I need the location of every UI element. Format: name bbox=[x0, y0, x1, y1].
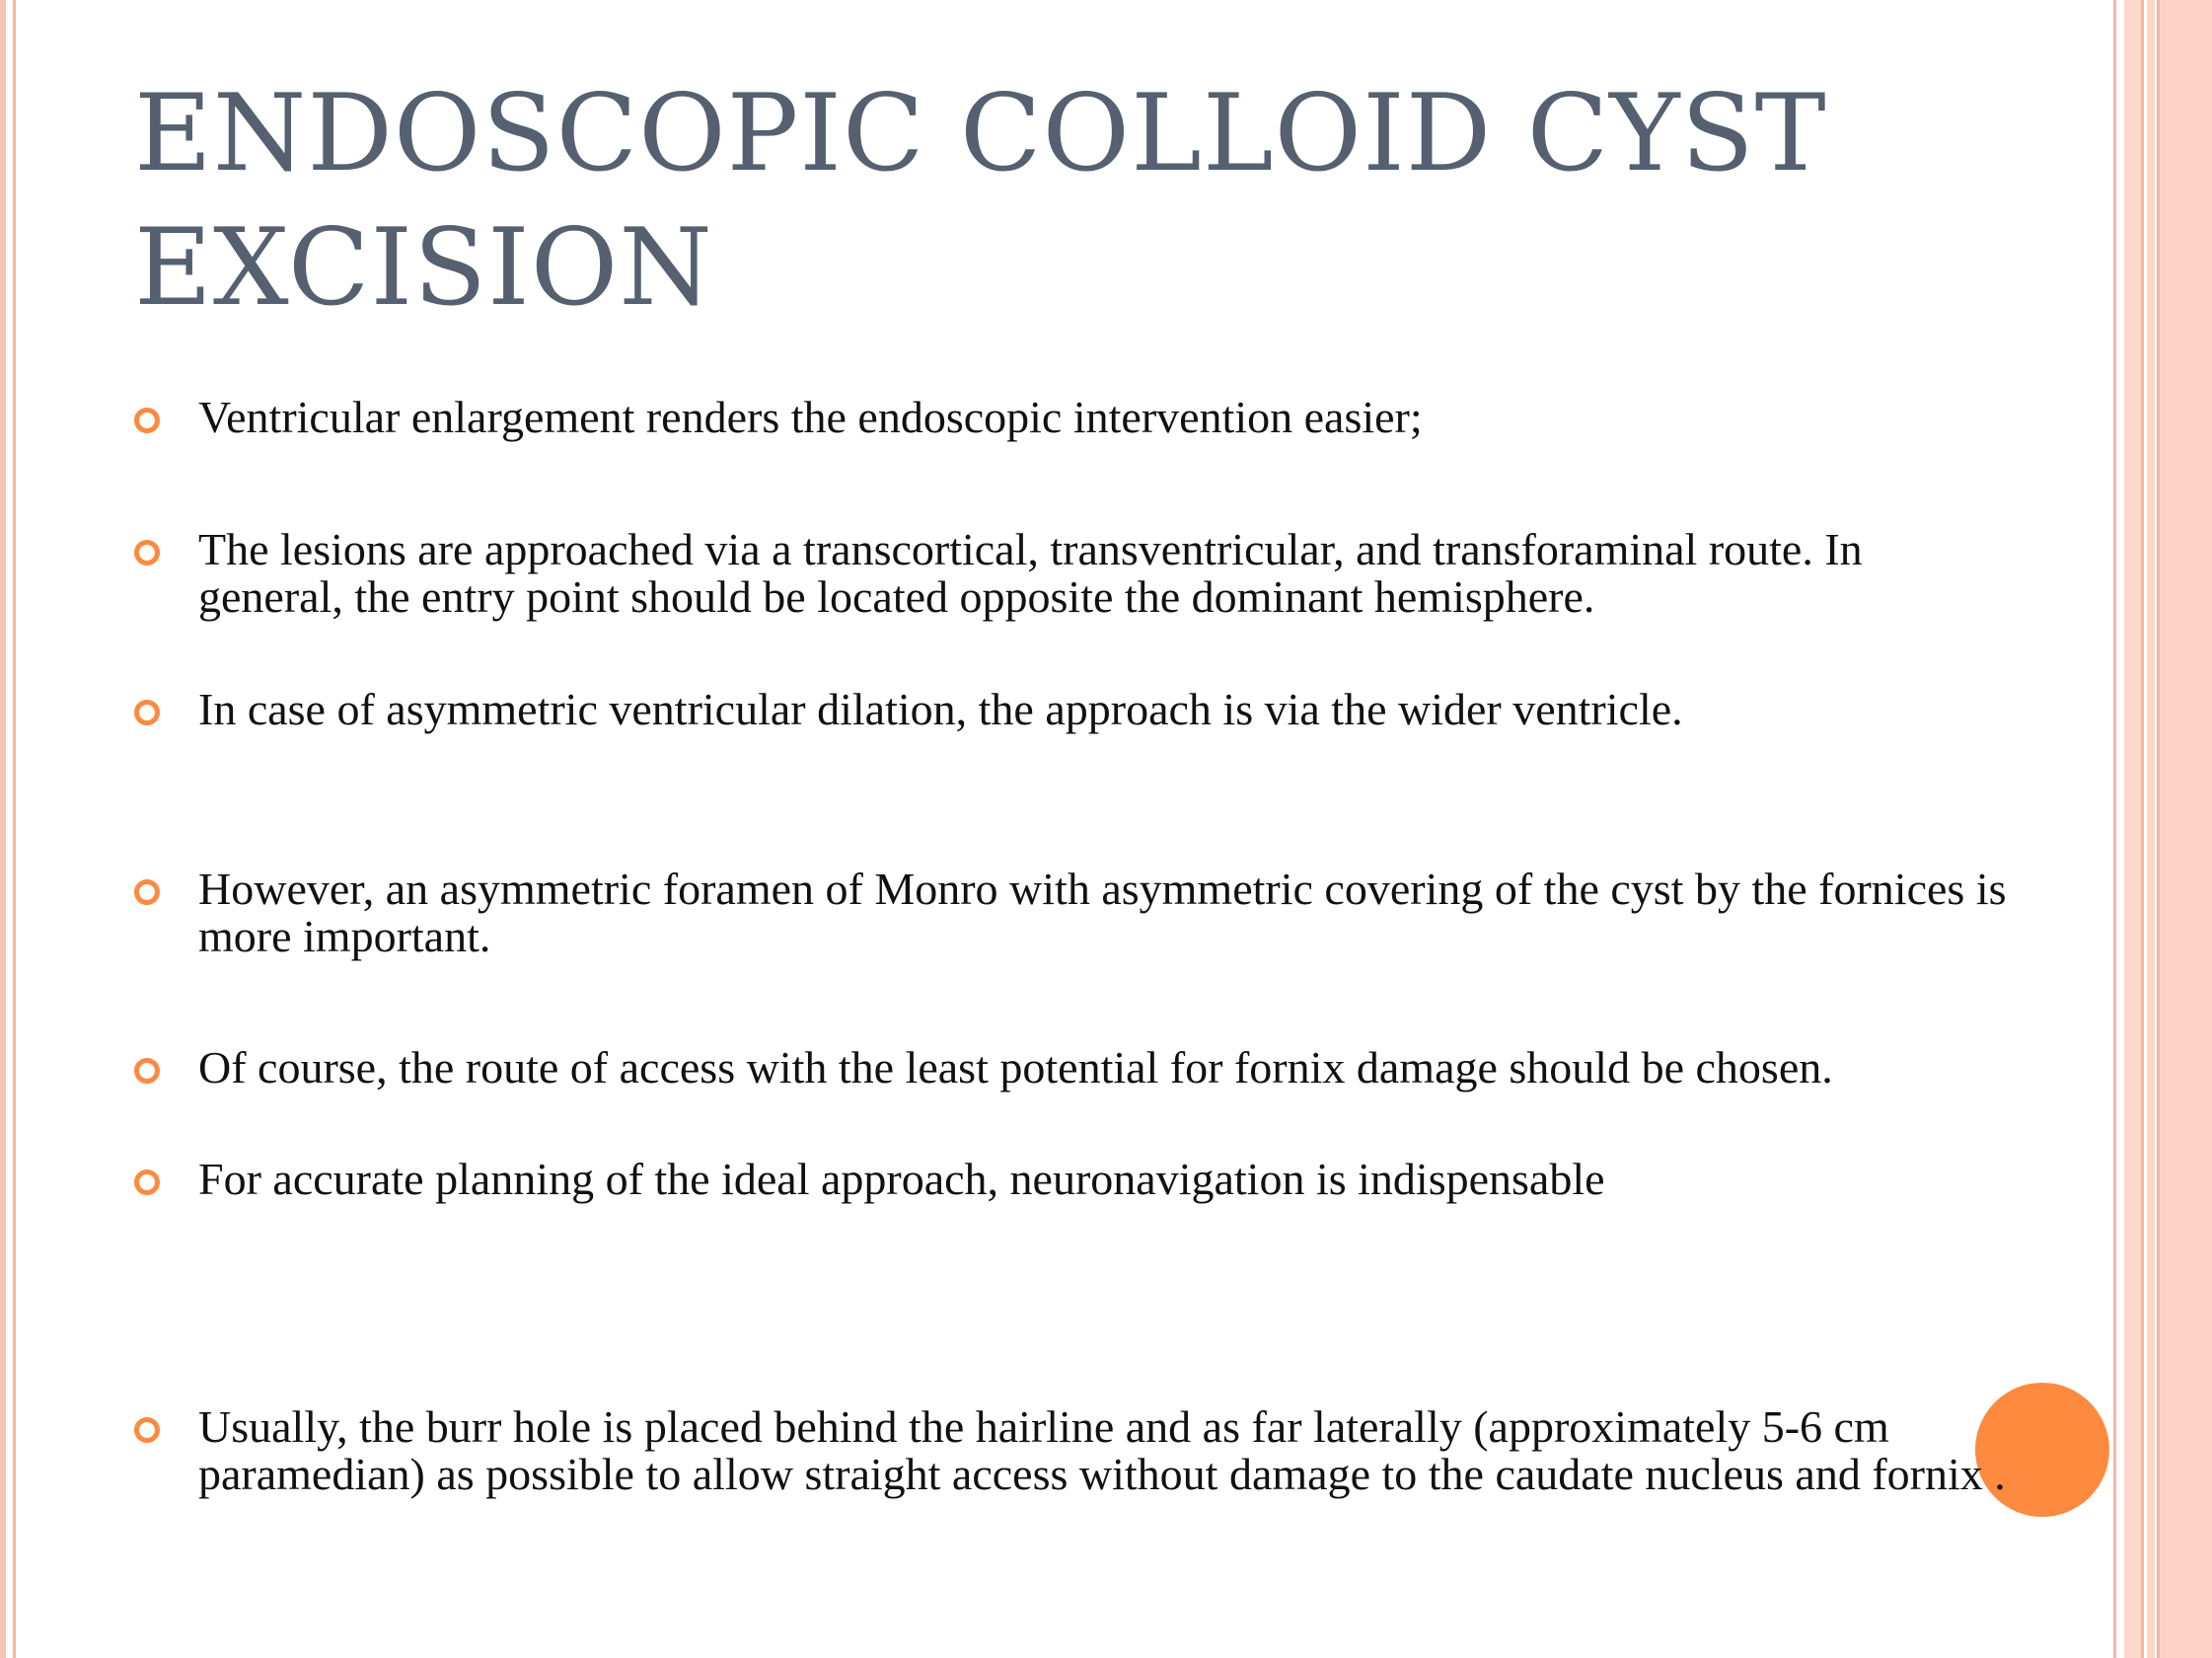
circle-bullet-icon bbox=[134, 700, 160, 725]
bullet-text: Usually, the burr hole is placed behind the hairline and as far laterally (approximately 5-6 cm paramedian) as possible to allow straight access without damage to the caudate nucleus and fornix . bbox=[198, 1401, 2006, 1499]
slide-title: ENDOSCOPIC COLLOID CYST EXCISION bbox=[134, 72, 1827, 330]
circle-bullet-icon bbox=[134, 1169, 160, 1195]
circle-bullet-icon bbox=[134, 1417, 160, 1443]
bullet-text: However, an asymmetric foramen of Monro with asymmetric covering of the cyst by the fornices is more important. bbox=[198, 864, 2007, 961]
circle-bullet-icon bbox=[134, 408, 160, 433]
circle-bullet-icon bbox=[134, 1058, 160, 1084]
bullet-text: The lesions are approached via a transcortical, transventricular, and transforaminal route. In general, the entry point should be located opposite the dominant hemisphere. bbox=[198, 524, 1863, 622]
bullet-text: Of course, the route of access with the least potential for fornix damage should be chosen. bbox=[198, 1042, 1833, 1093]
circle-bullet-icon bbox=[134, 879, 160, 905]
bullet-text: Ventricular enlargement renders the endoscopic intervention easier; bbox=[198, 392, 1423, 442]
bullet-text: In case of asymmetric ventricular dilation, the approach is via the wider ventricle. bbox=[198, 684, 1683, 734]
bullet-text: For accurate planning of the ideal approach, neuronavigation is indispensable bbox=[198, 1154, 1605, 1204]
circle-bullet-icon bbox=[134, 540, 160, 565]
